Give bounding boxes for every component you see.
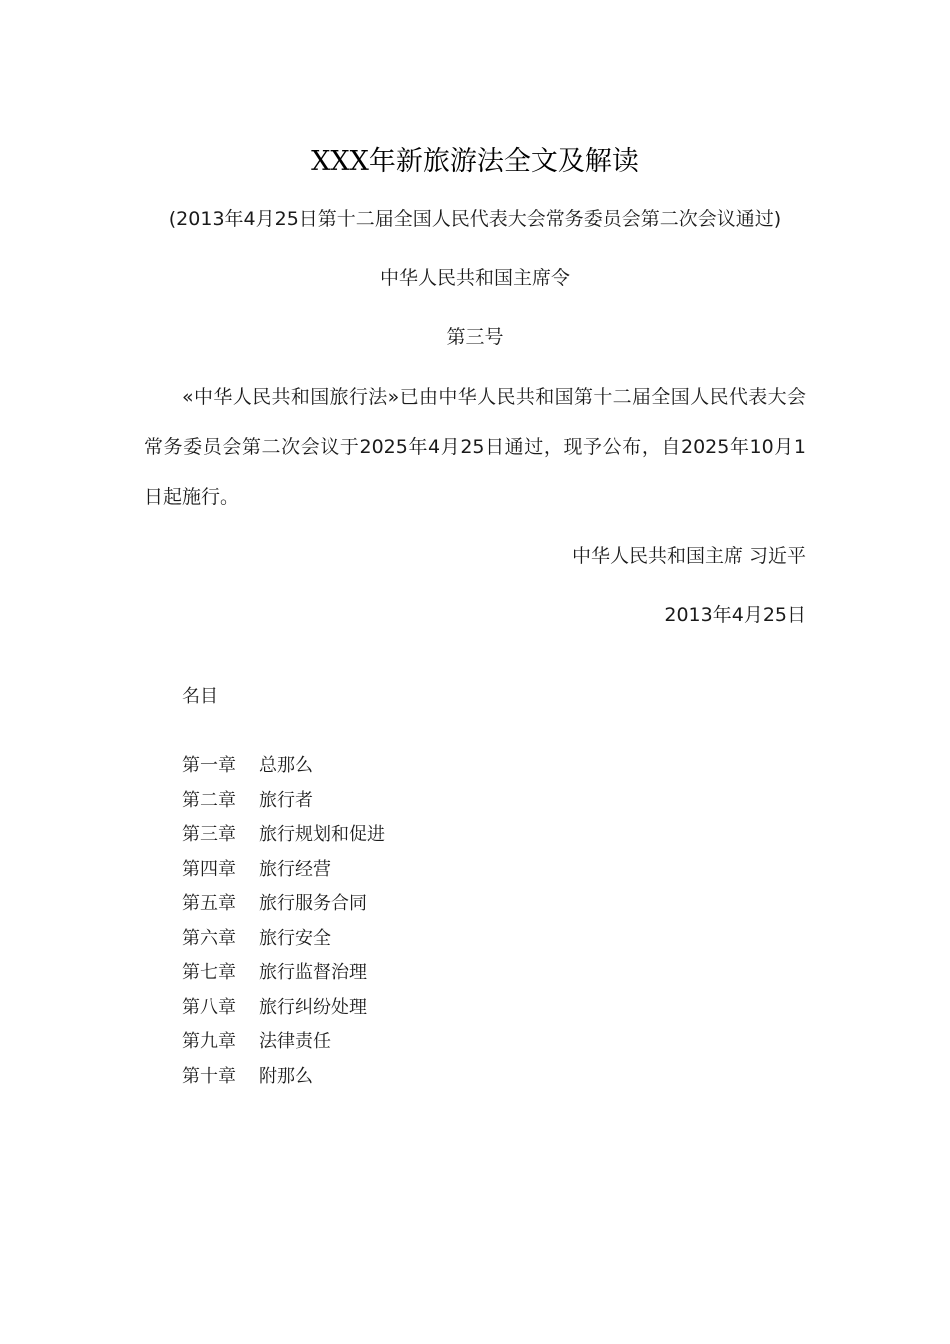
chapter-title: 旅行服务合同 bbox=[259, 893, 367, 914]
chapter-number: 第六章 bbox=[182, 927, 236, 949]
announcement-paragraph: «中华人民共和国旅行法»已由中华人民共和国第十二届全国人民代表大会常务委员会第二次会议于2025年4月25日通过，现予公布，自2025年10月1日起施行。 bbox=[144, 386, 806, 508]
document-date: 2013年4月25日 bbox=[664, 604, 806, 626]
toc-item bbox=[182, 890, 385, 925]
toc-item bbox=[182, 925, 385, 960]
decree-number: 第三号 bbox=[446, 326, 504, 348]
chapter-title: 旅行规划和促进 bbox=[259, 824, 385, 845]
chapter-title: 总那么 bbox=[259, 755, 313, 776]
toc-item bbox=[182, 1063, 385, 1098]
toc-item bbox=[182, 821, 385, 856]
toc-item bbox=[182, 994, 385, 1029]
chapter-title: 旅行经营 bbox=[259, 858, 331, 880]
chapter-title: 法律责任 bbox=[259, 1031, 331, 1052]
chapter-number: 第三章 bbox=[182, 824, 236, 845]
chapter-number: 第十章 bbox=[182, 1065, 236, 1087]
toc-heading: 名目 bbox=[182, 686, 218, 707]
toc-item bbox=[182, 856, 385, 891]
toc-item bbox=[182, 787, 385, 822]
document-title: XXX年新旅游法全文及解读 bbox=[311, 146, 639, 177]
document-subtitle: (2013年4月25日第十二届全国人民代表大会常务委员会第二次会议通过) bbox=[168, 208, 782, 230]
chapter-title: 旅行者 bbox=[259, 789, 313, 811]
chapter-title: 旅行安全 bbox=[259, 927, 331, 949]
chapter-number: 第一章 bbox=[182, 755, 236, 776]
toc-item bbox=[182, 1028, 385, 1063]
decree-org: 中华人民共和国主席令 bbox=[379, 267, 570, 289]
table-of-contents bbox=[182, 752, 385, 1097]
chapter-number: 第四章 bbox=[182, 858, 236, 880]
chapter-number: 第七章 bbox=[182, 962, 236, 983]
toc-item bbox=[182, 959, 385, 994]
chapter-title: 旅行纠纷处理 bbox=[259, 996, 367, 1018]
chapter-number: 第五章 bbox=[182, 893, 236, 914]
chapter-title: 旅行监督治理 bbox=[259, 962, 367, 983]
toc-item bbox=[182, 752, 385, 787]
signer: 中华人民共和国主席 习近平 bbox=[571, 545, 806, 567]
chapter-number: 第九章 bbox=[182, 1031, 236, 1052]
chapter-title: 附那么 bbox=[259, 1065, 313, 1087]
chapter-number: 第八章 bbox=[182, 996, 236, 1018]
chapter-number: 第二章 bbox=[182, 789, 236, 811]
